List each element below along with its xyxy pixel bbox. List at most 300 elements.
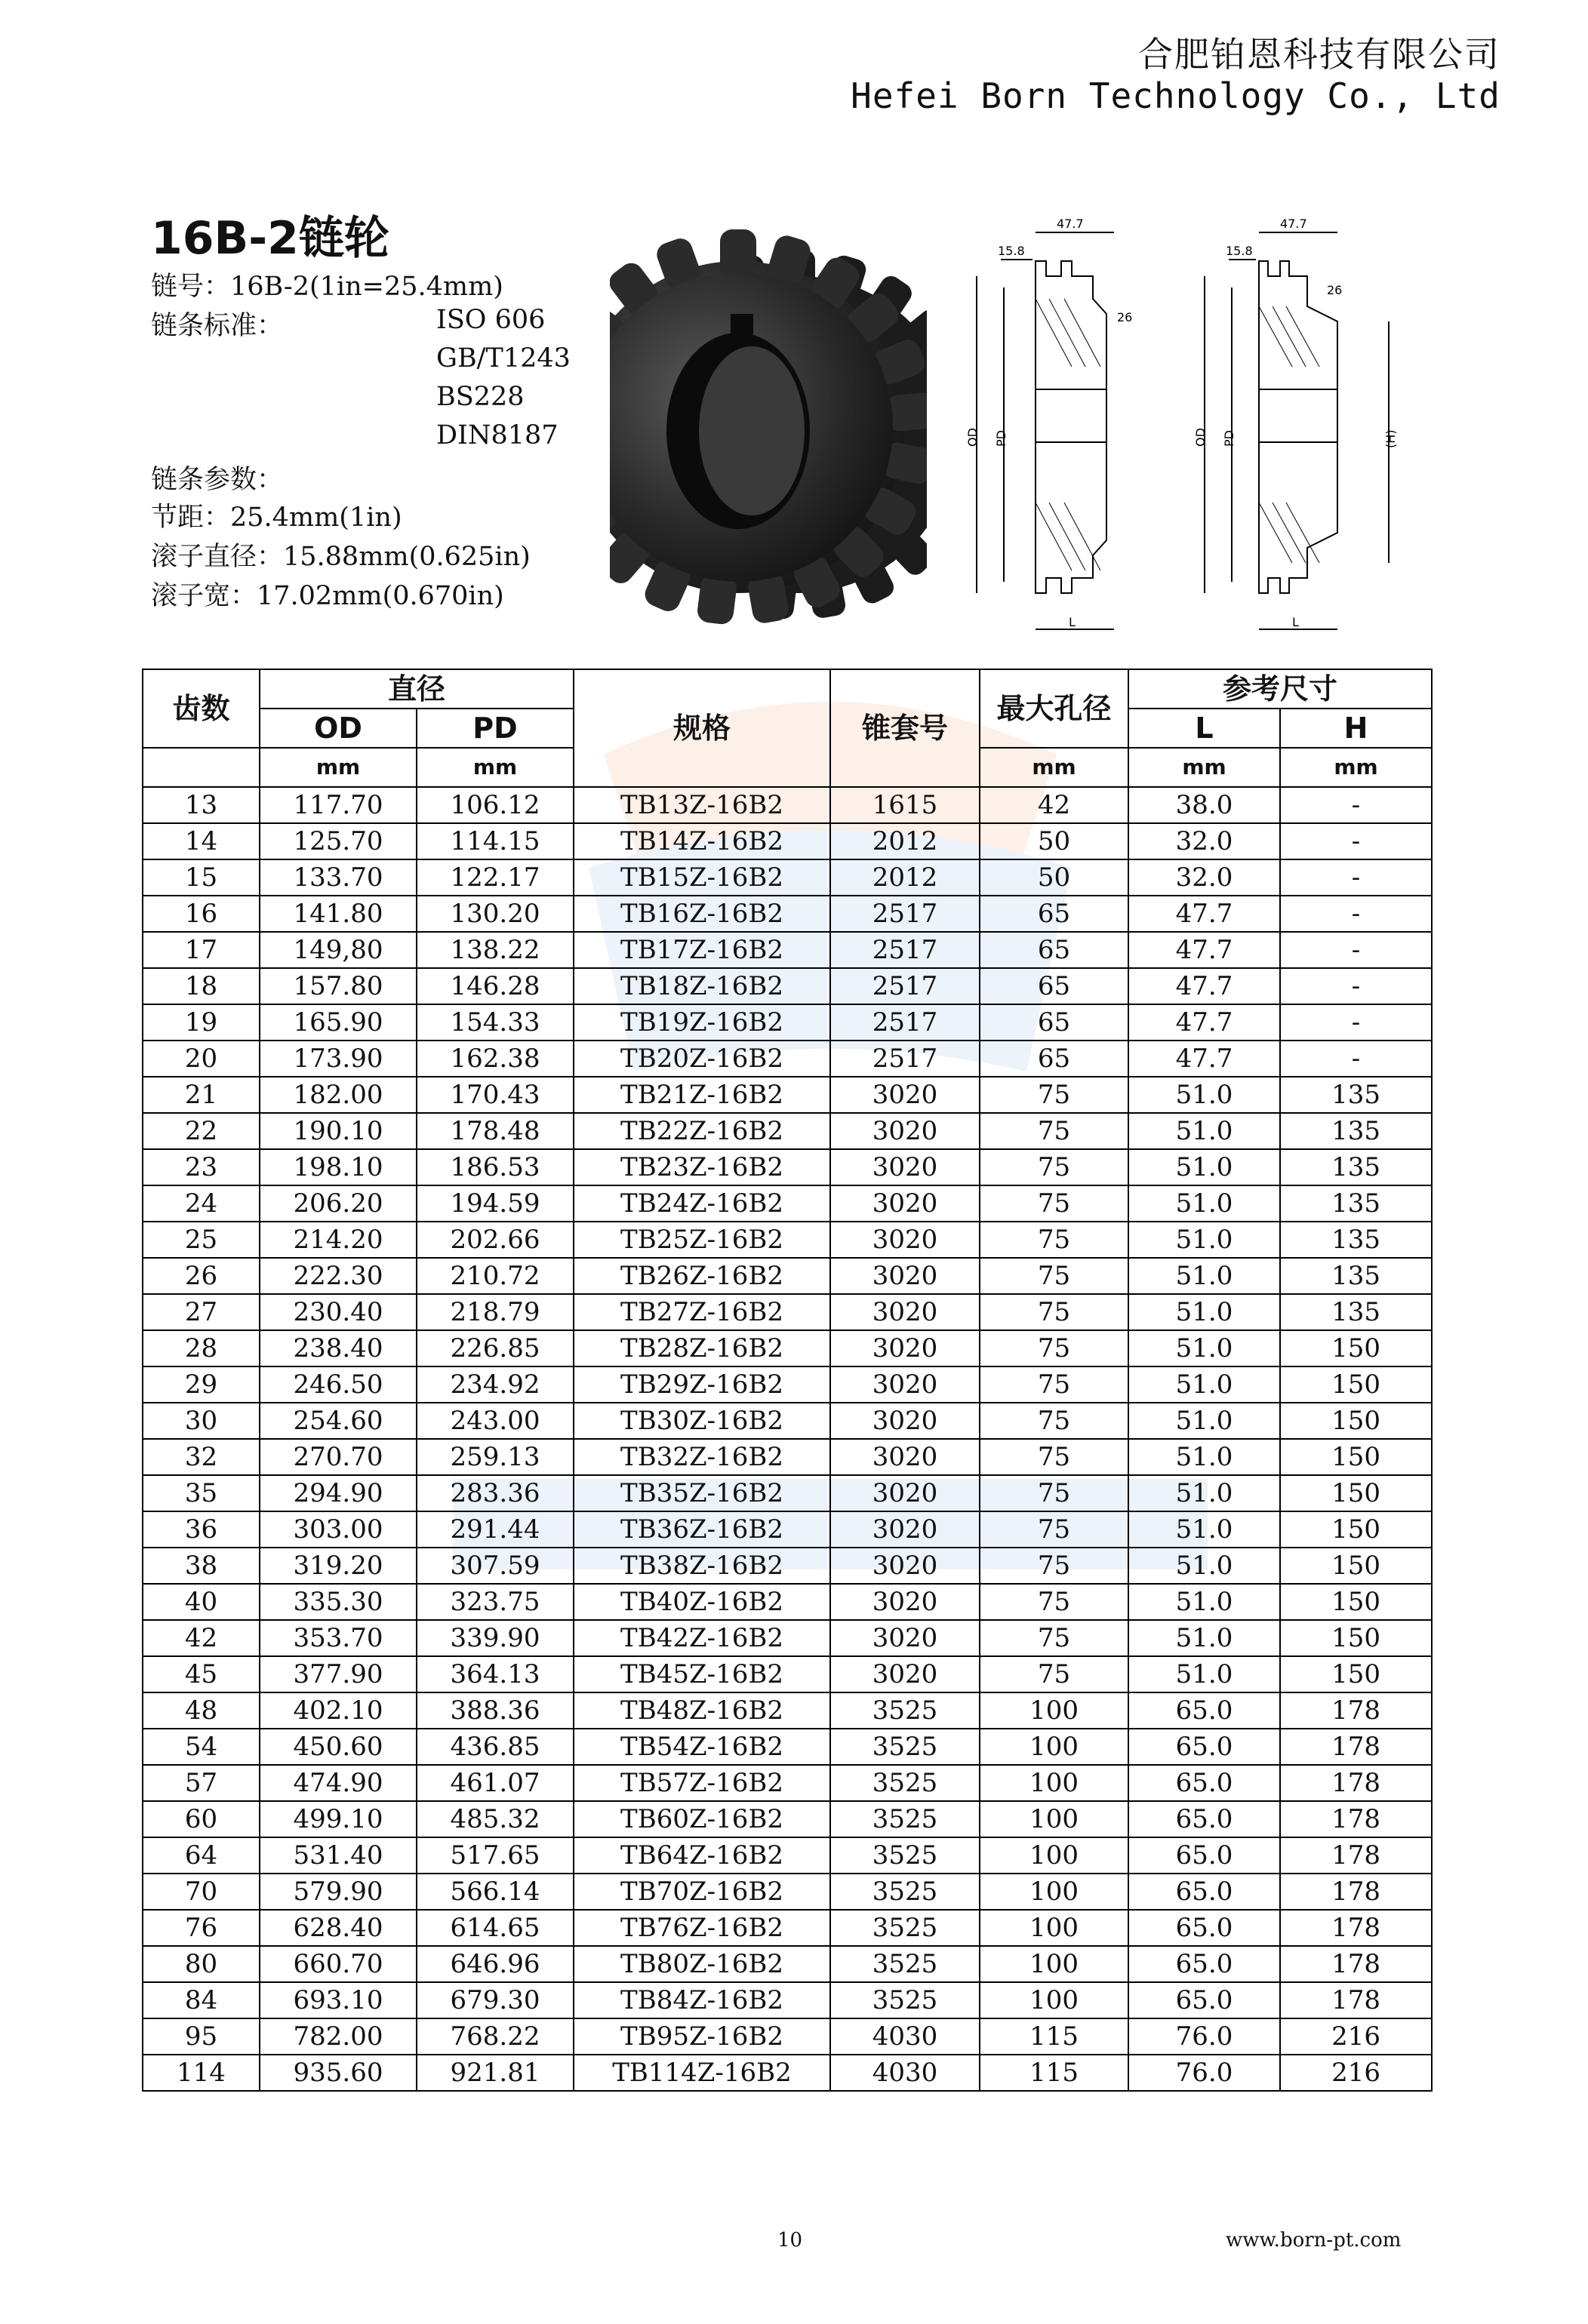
cell-l: 51.0 xyxy=(1128,1584,1280,1620)
cell-spec: TB29Z-16B2 xyxy=(574,1366,830,1403)
table-row xyxy=(143,859,1432,896)
spec-table-body xyxy=(143,787,1432,2091)
cell-teeth: 16 xyxy=(143,896,260,932)
cell-spec: TB60Z-16B2 xyxy=(574,1801,830,1837)
cell-teeth: 35 xyxy=(143,1475,260,1511)
cell-bush: 3020 xyxy=(830,1222,980,1258)
cell-teeth: 20 xyxy=(143,1041,260,1077)
cell-bush: 3020 xyxy=(830,1656,980,1692)
cell-teeth: 32 xyxy=(143,1439,260,1475)
cell-h: 150 xyxy=(1280,1475,1432,1511)
cell-pd: 646.96 xyxy=(417,1946,574,1982)
cell-h: - xyxy=(1280,859,1432,896)
table-row xyxy=(143,1692,1432,1729)
header-teeth: 齿数 xyxy=(143,669,260,748)
cell-spec: TB25Z-16B2 xyxy=(574,1222,830,1258)
pitch: 节距：25.4mm(1in) xyxy=(151,503,402,533)
cell-bush: 1615 xyxy=(830,787,980,823)
cell-pd: 202.66 xyxy=(417,1222,574,1258)
cell-l: 51.0 xyxy=(1128,1077,1280,1113)
cell-od: 165.90 xyxy=(260,1004,417,1041)
cell-spec: TB17Z-16B2 xyxy=(574,932,830,968)
cell-h: 150 xyxy=(1280,1620,1432,1656)
cell-max-bore: 100 xyxy=(980,1692,1128,1729)
standard-label: 链条标准： xyxy=(151,311,284,341)
cell-pd: 388.36 xyxy=(417,1692,574,1729)
cell-teeth: 76 xyxy=(143,1910,260,1946)
cell-teeth: 95 xyxy=(143,2018,260,2055)
cell-h: - xyxy=(1280,823,1432,859)
cell-h: 178 xyxy=(1280,1765,1432,1801)
cell-l: 51.0 xyxy=(1128,1548,1280,1584)
cell-bush: 2517 xyxy=(830,896,980,932)
cell-l: 65.0 xyxy=(1128,1729,1280,1765)
cell-max-bore: 75 xyxy=(980,1656,1128,1692)
table-row xyxy=(143,1548,1432,1584)
cell-pd: 210.72 xyxy=(417,1258,574,1294)
cell-max-bore: 42 xyxy=(980,787,1128,823)
cell-spec: TB42Z-16B2 xyxy=(574,1620,830,1656)
unit-l: mm xyxy=(1128,748,1280,787)
dim-radius: 26 xyxy=(1327,283,1343,297)
table-row xyxy=(143,896,1432,932)
cell-bush: 4030 xyxy=(830,2018,980,2055)
header-l: L xyxy=(1128,709,1280,748)
cell-l: 38.0 xyxy=(1128,787,1280,823)
table-row xyxy=(143,1729,1432,1765)
cell-pd: 679.30 xyxy=(417,1982,574,2018)
standard-item: DIN8187 xyxy=(436,420,559,450)
cell-teeth: 28 xyxy=(143,1330,260,1366)
company-name-en: Hefei Born Technology Co., Ltd xyxy=(851,75,1500,116)
cell-spec: TB76Z-16B2 xyxy=(574,1910,830,1946)
standard-item: GB/T1243 xyxy=(436,343,571,374)
cell-teeth: 27 xyxy=(143,1294,260,1330)
cell-max-bore: 100 xyxy=(980,1910,1128,1946)
cell-h: 178 xyxy=(1280,1874,1432,1910)
chain-number: 链号：16B-2(1in=25.4mm) xyxy=(151,272,503,302)
cell-teeth: 15 xyxy=(143,859,260,896)
standard-item: BS228 xyxy=(436,382,525,412)
cell-bush: 3020 xyxy=(830,1294,980,1330)
cell-pd: 146.28 xyxy=(417,968,574,1004)
cell-h: 135 xyxy=(1280,1077,1432,1113)
cell-od: 141.80 xyxy=(260,896,417,932)
cell-h: 150 xyxy=(1280,1330,1432,1366)
drawing-single-hub xyxy=(959,216,1155,653)
table-row xyxy=(143,932,1432,968)
cell-teeth: 45 xyxy=(143,1656,260,1692)
cell-max-bore: 100 xyxy=(980,1837,1128,1874)
cell-pd: 768.22 xyxy=(417,2018,574,2055)
unit-pd: mm xyxy=(417,748,574,787)
cell-max-bore: 75 xyxy=(980,1475,1128,1511)
table-row xyxy=(143,1475,1432,1511)
cell-max-bore: 100 xyxy=(980,1946,1128,1982)
cell-bush: 3020 xyxy=(830,1113,980,1149)
cell-teeth: 48 xyxy=(143,1692,260,1729)
cell-pd: 170.43 xyxy=(417,1077,574,1113)
cell-spec: TB114Z-16B2 xyxy=(574,2055,830,2091)
cell-pd: 283.36 xyxy=(417,1475,574,1511)
cell-max-bore: 115 xyxy=(980,2018,1128,2055)
cell-pd: 234.92 xyxy=(417,1366,574,1403)
dim-l: L xyxy=(1292,615,1299,629)
table-row xyxy=(143,1222,1432,1258)
cell-bush: 3525 xyxy=(830,1874,980,1910)
dim-od: OD xyxy=(1193,428,1208,447)
table-row xyxy=(143,1041,1432,1077)
cell-pd: 485.32 xyxy=(417,1801,574,1837)
table-row xyxy=(143,1294,1432,1330)
cell-od: 579.90 xyxy=(260,1874,417,1910)
cell-teeth: 18 xyxy=(143,968,260,1004)
dim-pd: PD xyxy=(994,430,1008,447)
cell-bush: 3525 xyxy=(830,1801,980,1837)
cell-l: 47.7 xyxy=(1128,932,1280,968)
cell-spec: TB19Z-16B2 xyxy=(574,1004,830,1041)
cell-h: 135 xyxy=(1280,1149,1432,1185)
table-row xyxy=(143,1874,1432,1910)
cell-l: 47.7 xyxy=(1128,1041,1280,1077)
cell-h: 135 xyxy=(1280,1294,1432,1330)
cell-spec: TB24Z-16B2 xyxy=(574,1185,830,1222)
cell-max-bore: 100 xyxy=(980,1801,1128,1837)
cell-l: 51.0 xyxy=(1128,1403,1280,1439)
cell-od: 693.10 xyxy=(260,1982,417,2018)
header-max-bore: 最大孔径 xyxy=(980,669,1128,748)
cell-pd: 154.33 xyxy=(417,1004,574,1041)
header-pd: PD xyxy=(417,709,574,748)
cell-h: - xyxy=(1280,932,1432,968)
cell-l: 51.0 xyxy=(1128,1656,1280,1692)
cell-bush: 2012 xyxy=(830,823,980,859)
cell-h: 178 xyxy=(1280,1801,1432,1837)
cell-h: 178 xyxy=(1280,1692,1432,1729)
cell-od: 935.60 xyxy=(260,2055,417,2091)
table-row xyxy=(143,823,1432,859)
cell-spec: TB27Z-16B2 xyxy=(574,1294,830,1330)
cell-bush: 3020 xyxy=(830,1366,980,1403)
cell-max-bore: 65 xyxy=(980,1041,1128,1077)
cell-max-bore: 65 xyxy=(980,896,1128,932)
cell-max-bore: 65 xyxy=(980,968,1128,1004)
cell-max-bore: 100 xyxy=(980,1729,1128,1765)
table-row xyxy=(143,1837,1432,1874)
cell-h: 178 xyxy=(1280,1910,1432,1946)
cell-od: 230.40 xyxy=(260,1294,417,1330)
cell-max-bore: 65 xyxy=(980,932,1128,968)
table-row xyxy=(143,1656,1432,1692)
cell-od: 628.40 xyxy=(260,1910,417,1946)
cell-teeth: 80 xyxy=(143,1946,260,1982)
cell-l: 47.7 xyxy=(1128,968,1280,1004)
cell-bush: 3020 xyxy=(830,1548,980,1584)
cell-od: 294.90 xyxy=(260,1475,417,1511)
cell-teeth: 54 xyxy=(143,1729,260,1765)
table-row xyxy=(143,1439,1432,1475)
dim-offset: 15.8 xyxy=(998,244,1025,258)
cell-bush: 3525 xyxy=(830,1910,980,1946)
cell-l: 65.0 xyxy=(1128,1801,1280,1837)
cell-od: 117.70 xyxy=(260,787,417,823)
cell-spec: TB21Z-16B2 xyxy=(574,1077,830,1113)
cell-bush: 2012 xyxy=(830,859,980,896)
table-row xyxy=(143,1149,1432,1185)
cell-max-bore: 75 xyxy=(980,1149,1128,1185)
cell-spec: TB15Z-16B2 xyxy=(574,859,830,896)
table-row xyxy=(143,2055,1432,2091)
cell-l: 76.0 xyxy=(1128,2055,1280,2091)
cell-l: 51.0 xyxy=(1128,1511,1280,1548)
header-h: H xyxy=(1280,709,1432,748)
cell-od: 270.70 xyxy=(260,1439,417,1475)
cell-spec: TB35Z-16B2 xyxy=(574,1475,830,1511)
cell-l: 65.0 xyxy=(1128,1765,1280,1801)
cell-bush: 3020 xyxy=(830,1511,980,1548)
cell-od: 238.40 xyxy=(260,1330,417,1366)
cell-teeth: 84 xyxy=(143,1982,260,2018)
cell-spec: TB32Z-16B2 xyxy=(574,1439,830,1475)
cell-spec: TB26Z-16B2 xyxy=(574,1258,830,1294)
cell-pd: 114.15 xyxy=(417,823,574,859)
cell-max-bore: 75 xyxy=(980,1185,1128,1222)
cell-max-bore: 75 xyxy=(980,1511,1128,1548)
table-row xyxy=(143,1910,1432,1946)
cell-max-bore: 75 xyxy=(980,1113,1128,1149)
cell-max-bore: 100 xyxy=(980,1982,1128,2018)
cell-h: 135 xyxy=(1280,1258,1432,1294)
table-row xyxy=(143,968,1432,1004)
cell-pd: 291.44 xyxy=(417,1511,574,1548)
cell-h: 150 xyxy=(1280,1656,1432,1692)
cell-bush: 3020 xyxy=(830,1620,980,1656)
cell-max-bore: 75 xyxy=(980,1439,1128,1475)
cell-spec: TB22Z-16B2 xyxy=(574,1113,830,1149)
table-row xyxy=(143,787,1432,823)
cell-l: 51.0 xyxy=(1128,1185,1280,1222)
cell-h: 135 xyxy=(1280,1222,1432,1258)
table-row xyxy=(143,1584,1432,1620)
table-row xyxy=(143,1077,1432,1113)
cell-bush: 3020 xyxy=(830,1185,980,1222)
cell-bush: 2517 xyxy=(830,932,980,968)
cell-od: 353.70 xyxy=(260,1620,417,1656)
cell-l: 47.7 xyxy=(1128,1004,1280,1041)
cell-teeth: 26 xyxy=(143,1258,260,1294)
cell-pd: 436.85 xyxy=(417,1729,574,1765)
cell-l: 51.0 xyxy=(1128,1294,1280,1330)
cell-h: 178 xyxy=(1280,1982,1432,2018)
cell-spec: TB70Z-16B2 xyxy=(574,1874,830,1910)
cell-bush: 2517 xyxy=(830,968,980,1004)
cell-pd: 921.81 xyxy=(417,2055,574,2091)
cell-teeth: 42 xyxy=(143,1620,260,1656)
cell-pd: 517.65 xyxy=(417,1837,574,1874)
cell-spec: TB57Z-16B2 xyxy=(574,1765,830,1801)
cell-h: - xyxy=(1280,787,1432,823)
cell-teeth: 19 xyxy=(143,1004,260,1041)
cell-pd: 106.12 xyxy=(417,787,574,823)
product-title: 16B-2链轮 xyxy=(151,212,389,265)
table-row xyxy=(143,2018,1432,2055)
dim-offset: 15.8 xyxy=(1226,244,1253,258)
cell-od: 782.00 xyxy=(260,2018,417,2055)
unit-od: mm xyxy=(260,748,417,787)
table-row xyxy=(143,1946,1432,1982)
cell-l: 76.0 xyxy=(1128,2018,1280,2055)
cell-bush: 3020 xyxy=(830,1439,980,1475)
header-diameter: 直径 xyxy=(260,669,574,709)
cell-od: 335.30 xyxy=(260,1584,417,1620)
cell-spec: TB45Z-16B2 xyxy=(574,1656,830,1692)
cell-l: 51.0 xyxy=(1128,1439,1280,1475)
cell-spec: TB14Z-16B2 xyxy=(574,823,830,859)
cell-l: 65.0 xyxy=(1128,1837,1280,1874)
cell-od: 214.20 xyxy=(260,1222,417,1258)
spec-table xyxy=(142,669,1433,2092)
cell-teeth: 57 xyxy=(143,1765,260,1801)
cell-l: 51.0 xyxy=(1128,1222,1280,1258)
cell-l: 47.7 xyxy=(1128,896,1280,932)
cell-h: 150 xyxy=(1280,1366,1432,1403)
cell-teeth: 14 xyxy=(143,823,260,859)
cell-max-bore: 100 xyxy=(980,1765,1128,1801)
cell-max-bore: 75 xyxy=(980,1366,1128,1403)
cell-pd: 226.85 xyxy=(417,1330,574,1366)
cell-h: 178 xyxy=(1280,1729,1432,1765)
cell-teeth: 22 xyxy=(143,1113,260,1149)
cell-teeth: 64 xyxy=(143,1837,260,1874)
cell-pd: 243.00 xyxy=(417,1403,574,1439)
cell-bush: 3525 xyxy=(830,1765,980,1801)
roller-width: 滚子宽：17.02mm(0.670in) xyxy=(151,581,504,611)
cell-h: - xyxy=(1280,1041,1432,1077)
cell-pd: 138.22 xyxy=(417,932,574,968)
dim-width: 47.7 xyxy=(1057,217,1084,231)
cell-bush: 3020 xyxy=(830,1475,980,1511)
cell-l: 51.0 xyxy=(1128,1475,1280,1511)
cell-l: 51.0 xyxy=(1128,1113,1280,1149)
table-row xyxy=(143,1765,1432,1801)
cell-od: 149,80 xyxy=(260,932,417,968)
cell-od: 125.70 xyxy=(260,823,417,859)
cell-od: 450.60 xyxy=(260,1729,417,1765)
cell-h: 150 xyxy=(1280,1584,1432,1620)
standard-item: ISO 606 xyxy=(436,305,546,335)
cell-od: 246.50 xyxy=(260,1366,417,1403)
cell-pd: 218.79 xyxy=(417,1294,574,1330)
cell-od: 198.10 xyxy=(260,1149,417,1185)
cell-bush: 3020 xyxy=(830,1584,980,1620)
dim-width: 47.7 xyxy=(1280,217,1307,231)
roller-diameter: 滚子直径：15.88mm(0.625in) xyxy=(151,542,531,572)
cell-od: 377.90 xyxy=(260,1656,417,1692)
cell-od: 182.00 xyxy=(260,1077,417,1113)
cell-l: 65.0 xyxy=(1128,1946,1280,1982)
cell-max-bore: 75 xyxy=(980,1403,1128,1439)
cell-bush: 3525 xyxy=(830,1837,980,1874)
table-row xyxy=(143,1330,1432,1366)
cell-l: 51.0 xyxy=(1128,1330,1280,1366)
cell-spec: TB23Z-16B2 xyxy=(574,1149,830,1185)
cell-bush: 3020 xyxy=(830,1330,980,1366)
cell-max-bore: 50 xyxy=(980,823,1128,859)
cell-max-bore: 75 xyxy=(980,1258,1128,1294)
cell-max-bore: 75 xyxy=(980,1620,1128,1656)
cell-pd: 162.38 xyxy=(417,1041,574,1077)
cell-h: 150 xyxy=(1280,1548,1432,1584)
cell-h: 135 xyxy=(1280,1185,1432,1222)
cell-od: 133.70 xyxy=(260,859,417,896)
table-row xyxy=(143,1511,1432,1548)
cell-l: 65.0 xyxy=(1128,1910,1280,1946)
cell-spec: TB95Z-16B2 xyxy=(574,2018,830,2055)
cell-bush: 3525 xyxy=(830,1692,980,1729)
cell-teeth: 24 xyxy=(143,1185,260,1222)
table-row xyxy=(143,1801,1432,1837)
cell-teeth: 29 xyxy=(143,1366,260,1403)
cell-bush: 2517 xyxy=(830,1041,980,1077)
cell-max-bore: 115 xyxy=(980,2055,1128,2091)
cell-bush: 3020 xyxy=(830,1077,980,1113)
cell-spec: TB16Z-16B2 xyxy=(574,896,830,932)
cell-pd: 122.17 xyxy=(417,859,574,896)
cell-od: 531.40 xyxy=(260,1837,417,1874)
cell-bush: 4030 xyxy=(830,2055,980,2091)
cell-h: 216 xyxy=(1280,2018,1432,2055)
company-name-cn: 合肥铂恩科技有限公司 xyxy=(1138,34,1500,75)
cell-spec: TB48Z-16B2 xyxy=(574,1692,830,1729)
table-row xyxy=(143,1113,1432,1149)
cell-spec: TB36Z-16B2 xyxy=(574,1511,830,1548)
cell-teeth: 13 xyxy=(143,787,260,823)
params-label: 链条参数： xyxy=(151,465,284,495)
cell-bush: 3525 xyxy=(830,1729,980,1765)
cell-teeth: 25 xyxy=(143,1222,260,1258)
page-number: 10 xyxy=(777,2229,803,2252)
dim-od: OD xyxy=(965,428,980,447)
cell-l: 51.0 xyxy=(1128,1620,1280,1656)
cell-h: 178 xyxy=(1280,1946,1432,1982)
header-ref-dims: 参考尺寸 xyxy=(1128,669,1432,709)
cell-teeth: 36 xyxy=(143,1511,260,1548)
website-url: www.born-pt.com xyxy=(1226,2229,1402,2252)
table-row xyxy=(143,1185,1432,1222)
cell-teeth: 23 xyxy=(143,1149,260,1185)
cell-max-bore: 65 xyxy=(980,1004,1128,1041)
cell-h: - xyxy=(1280,968,1432,1004)
cell-h: 135 xyxy=(1280,1113,1432,1149)
cell-pd: 307.59 xyxy=(417,1548,574,1584)
cell-spec: TB54Z-16B2 xyxy=(574,1729,830,1765)
cell-max-bore: 75 xyxy=(980,1294,1128,1330)
cell-l: 32.0 xyxy=(1128,859,1280,896)
cell-max-bore: 75 xyxy=(980,1077,1128,1113)
cell-od: 319.20 xyxy=(260,1548,417,1584)
cell-bush: 3525 xyxy=(830,1946,980,1982)
cell-max-bore: 50 xyxy=(980,859,1128,896)
cell-od: 157.80 xyxy=(260,968,417,1004)
cell-spec: TB20Z-16B2 xyxy=(574,1041,830,1077)
table-row xyxy=(143,1366,1432,1403)
header-unit-blank xyxy=(143,748,260,787)
cell-teeth: 114 xyxy=(143,2055,260,2091)
cell-spec: TB13Z-16B2 xyxy=(574,787,830,823)
dim-radius: 26 xyxy=(1117,310,1133,324)
cell-l: 51.0 xyxy=(1128,1366,1280,1403)
cell-l: 32.0 xyxy=(1128,823,1280,859)
